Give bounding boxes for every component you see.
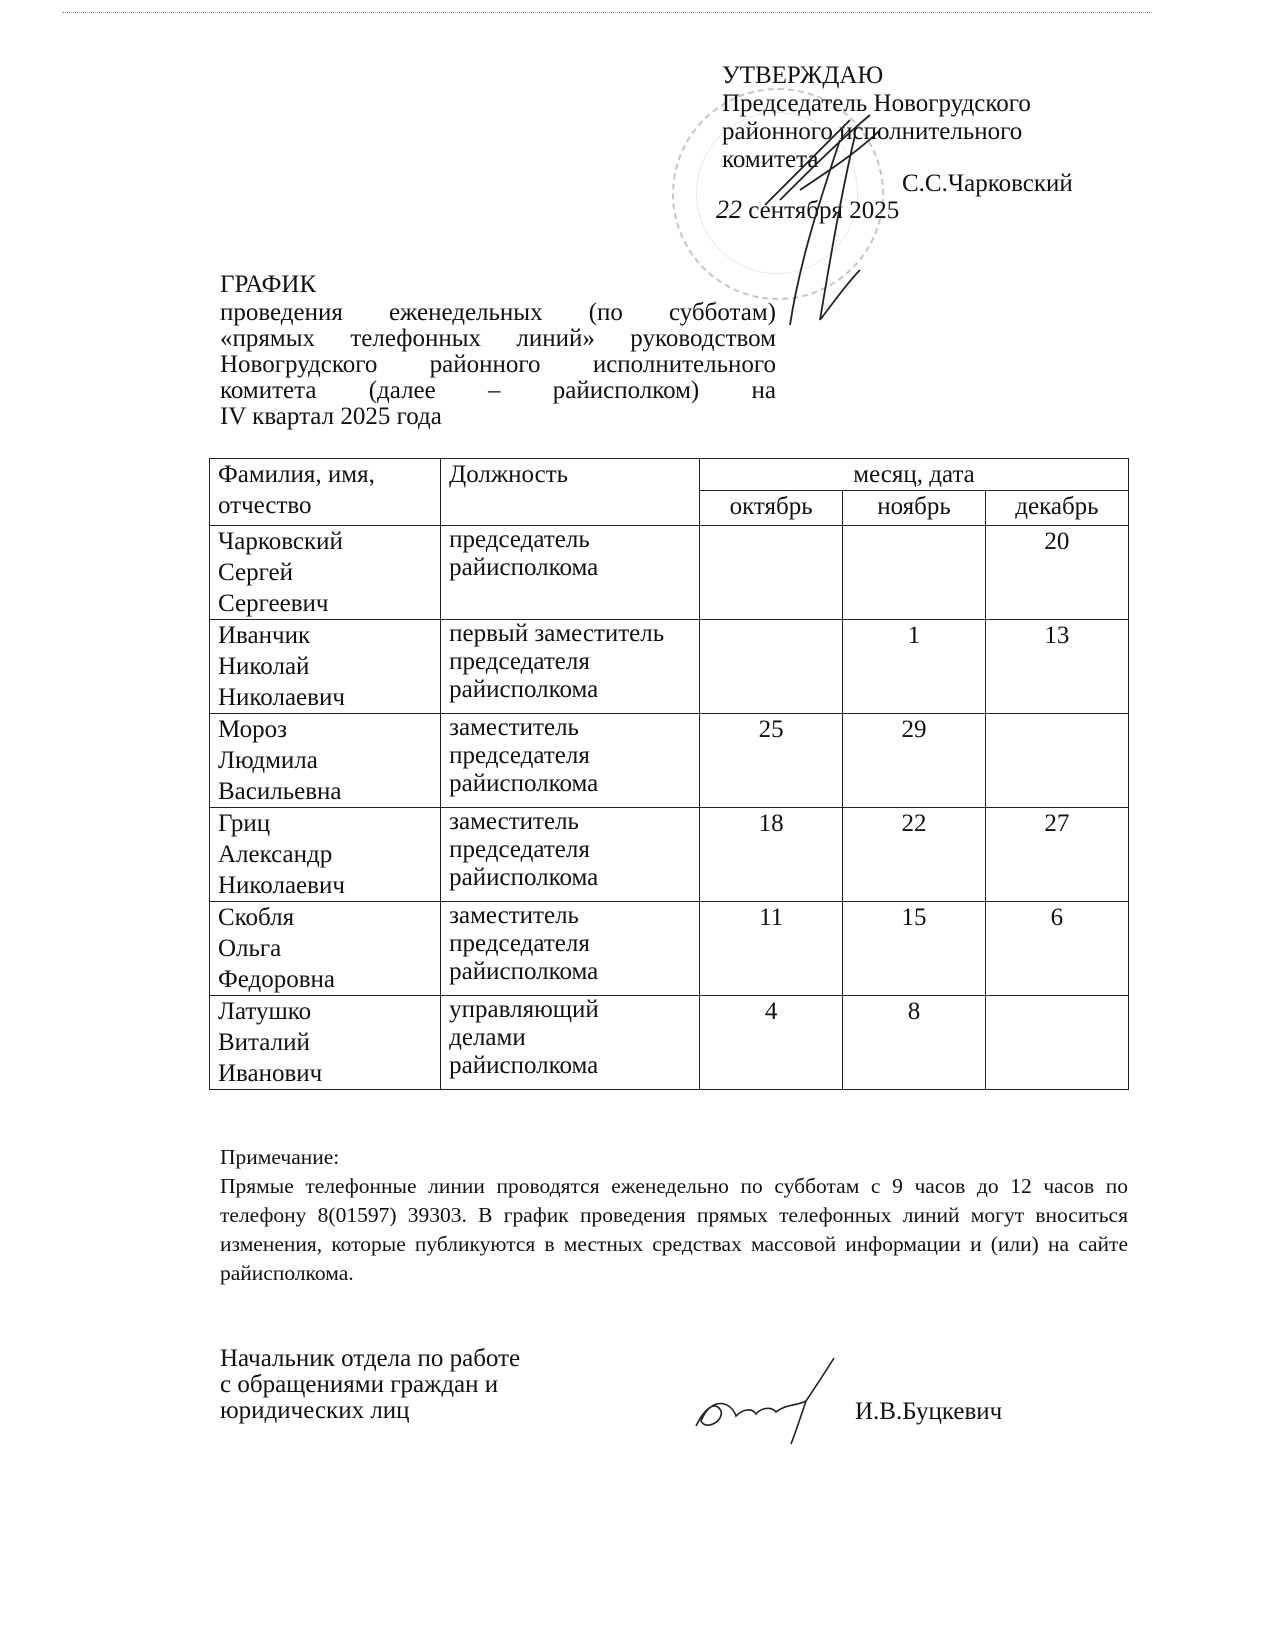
note-label: Примечание: [220,1145,340,1169]
header-october: октябрь [700,491,843,526]
table-row [210,902,1129,996]
date-october [700,526,843,620]
footer-line-3: юридических лиц [220,1397,410,1424]
approval-line-1: Председатель Новогрудского [722,90,1031,117]
footer-line-2: с обращениями граждан и [220,1371,499,1398]
date-october: 25 [700,714,843,808]
header-position: Должность [441,459,700,526]
header-month-date: месяц, дата [700,459,1129,491]
date-december: 20 [985,526,1128,620]
person-position: первый заместитель председателя райисполкома [441,620,700,714]
date-november: 15 [843,902,986,996]
date-december [985,714,1128,808]
schedule-table [209,458,1129,1090]
person-position: управляющий делами райисполкома [441,996,700,1090]
person-name: Гриц Александр Николаевич [210,808,441,902]
approval-date-day: 22 [716,195,742,224]
person-name: Мороз Людмила Васильевна [210,714,441,808]
date-october: 18 [700,808,843,902]
date-december [985,996,1128,1090]
table-row [210,714,1129,808]
date-october: 4 [700,996,843,1090]
date-november: 29 [843,714,986,808]
document-title [220,272,776,430]
date-october: 11 [700,902,843,996]
person-position: заместитель председателя райисполкома [441,808,700,902]
title-line-3: Новогрудского районного исполнительного [220,351,776,378]
date-november: 8 [843,996,986,1090]
header-december: декабрь [985,491,1128,526]
scan-top-edge [62,12,1152,13]
approval-heading: УТВЕРЖДАЮ [722,62,884,89]
person-name: Латушко Виталий Иванович [210,996,441,1090]
person-position: заместитель председателя райисполкома [441,714,700,808]
table-row [210,620,1129,714]
date-october [700,620,843,714]
date-november: 1 [843,620,986,714]
approval-date-rest: сентября 2025 [748,197,900,224]
title-line-4: комитета (далее – райисполком) на [220,377,776,404]
header-name: Фамилия, имя, отчество [210,459,441,526]
footer-line-1: Начальник отдела по работе [220,1345,521,1372]
approval-line-3: комитета [722,146,819,173]
person-position: председатель райисполкома [441,526,700,620]
title-line-5: IV квартал 2025 года [220,403,442,430]
footer-signatory: И.В.Буцкевич [855,1398,1003,1425]
chairman-signature-icon [760,110,910,330]
table-row [210,996,1129,1090]
note-text: Прямые телефонные линии проводятся еженедельно по субботам с 9 часов до 12 часов по телефону 8(01597) 39303. В график проведения прямых телефонных линий могут вноситься изменения, которые публикуются в местных средствах массовой информации и (или) на сайте райисполкома. [220,1174,1128,1285]
table-row [210,526,1129,620]
title-line-1: проведения еженедельных (по субботам) [220,299,776,326]
header-november: ноябрь [843,491,986,526]
department-head-signature-icon [686,1356,846,1446]
approval-signatory: С.С.Чарковский [902,170,1073,197]
note-block [220,1143,1128,1288]
person-name: Чарковский Сергей Сергеевич [210,526,441,620]
person-position: заместитель председателя райисполкома [441,902,700,996]
footer-title [220,1346,520,1424]
date-november: 22 [843,808,986,902]
person-name: Иванчик Николай Николаевич [210,620,441,714]
title-heading: ГРАФИК [220,271,317,298]
date-december: 6 [985,902,1128,996]
table-row [210,808,1129,902]
person-name: Скобля Ольга Федоровна [210,902,441,996]
date-november [843,526,986,620]
title-line-2: «прямых телефонных линий» руководством [220,325,776,352]
date-december: 27 [985,808,1128,902]
date-december: 13 [985,620,1128,714]
approval-line-2: районного исполнительного [722,118,1023,145]
